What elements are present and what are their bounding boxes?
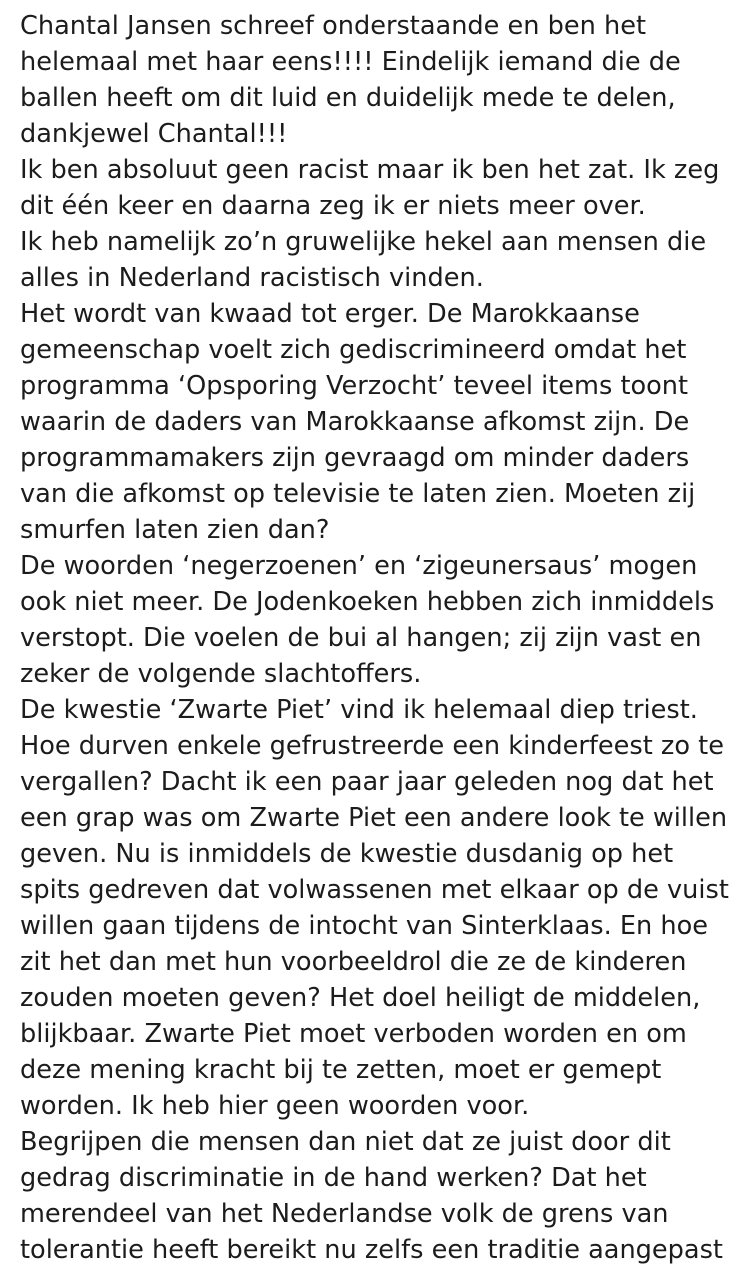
post-text-line: verstopt. Die voelen de bui al hangen; zij zijn vast en — [20, 623, 702, 653]
post-text-line: merendeel van het Nederlandse volk de grens van — [20, 1199, 669, 1229]
post-text-line: helemaal met haar eens!!!! Eindelijk iemand die de — [20, 47, 681, 77]
post-text-line: ook niet meer. De Jodenkoeken hebben zich inmiddels — [20, 587, 715, 617]
post-text-line: dit één keer en daarna zeg ik er niets meer over. — [20, 191, 646, 221]
post-text-line: Ik heb namelijk zo’n gruwelijke hekel aan mensen die — [20, 227, 707, 257]
post-text-line: gedrag discriminatie in de hand werken? Dat het — [20, 1163, 647, 1193]
post-text-line: Het wordt van kwaad tot erger. De Marokkaanse — [20, 299, 640, 329]
post-text-line: alles in Nederland racistisch vinden. — [20, 263, 484, 293]
post-text-line: zit het dan met hun voorbeeldrol die ze de kinderen — [20, 947, 687, 977]
post-text-line: zeker de volgende slachtoffers. — [20, 659, 422, 689]
post-text-line: tolerantie heeft bereikt nu zelfs een traditie aangepast — [20, 1235, 723, 1265]
post-text-line: worden. Ik heb hier geen woorden voor. — [20, 1091, 530, 1121]
post-text-line: programmamakers zijn gevraagd om minder daders — [20, 443, 690, 473]
post-text-line: Ik ben absoluut geen racist maar ik ben het zat. Ik zeg — [20, 155, 720, 185]
post-text-line: De woorden ‘negerzoenen’ en ‘zigeunersaus’ mogen — [20, 551, 698, 581]
post-text-line: programma ‘Opsporing Verzocht’ teveel items toont — [20, 371, 689, 401]
post-text-line: smurfen laten zien dan? — [20, 515, 330, 545]
post-text-line: geven. Nu is inmiddels de kwestie dusdanig op het — [20, 839, 674, 869]
post-text-line: spits gedreven dat volwassenen met elkaar op de vuist — [20, 875, 729, 905]
post-text-line: waarin de daders van Marokkaanse afkomst zijn. De — [20, 407, 690, 437]
post-text-line: De kwestie ‘Zwarte Piet’ vind ik helemaal diep triest. — [20, 695, 698, 725]
post-body-text — [20, 8, 745, 1268]
post-text-line: blijkbaar. Zwarte Piet moet verboden worden en om — [20, 1019, 687, 1049]
post-text-line: ballen heeft om dit luid en duidelijk mede te delen, — [20, 83, 676, 113]
post-text-line: deze mening kracht bij te zetten, moet er gemept — [20, 1055, 662, 1085]
post-text-line: vergallen? Dacht ik een paar jaar geleden nog dat het — [20, 767, 714, 797]
post-text-line: Chantal Jansen schreef onderstaande en ben het — [20, 11, 647, 41]
post-text-line: gemeenschap voelt zich gediscrimineerd omdat het — [20, 335, 687, 365]
post-text-line: dankjewel Chantal!!! — [20, 119, 288, 149]
post-text-line: een grap was om Zwarte Piet een andere look te willen — [20, 803, 728, 833]
post-text-line: zouden moeten geven? Het doel heiligt de middelen, — [20, 983, 701, 1013]
post-text-line: van die afkomst op televisie te laten zien. Moeten zij — [20, 479, 696, 509]
post-text-line: willen gaan tijdens de intocht van Sinterklaas. En hoe — [20, 911, 709, 941]
post-text-line: Begrijpen die mensen dan niet dat ze juist door dit — [20, 1127, 671, 1157]
post-text-line: Hoe durven enkele gefrustreerde een kinderfeest zo te — [20, 731, 724, 761]
